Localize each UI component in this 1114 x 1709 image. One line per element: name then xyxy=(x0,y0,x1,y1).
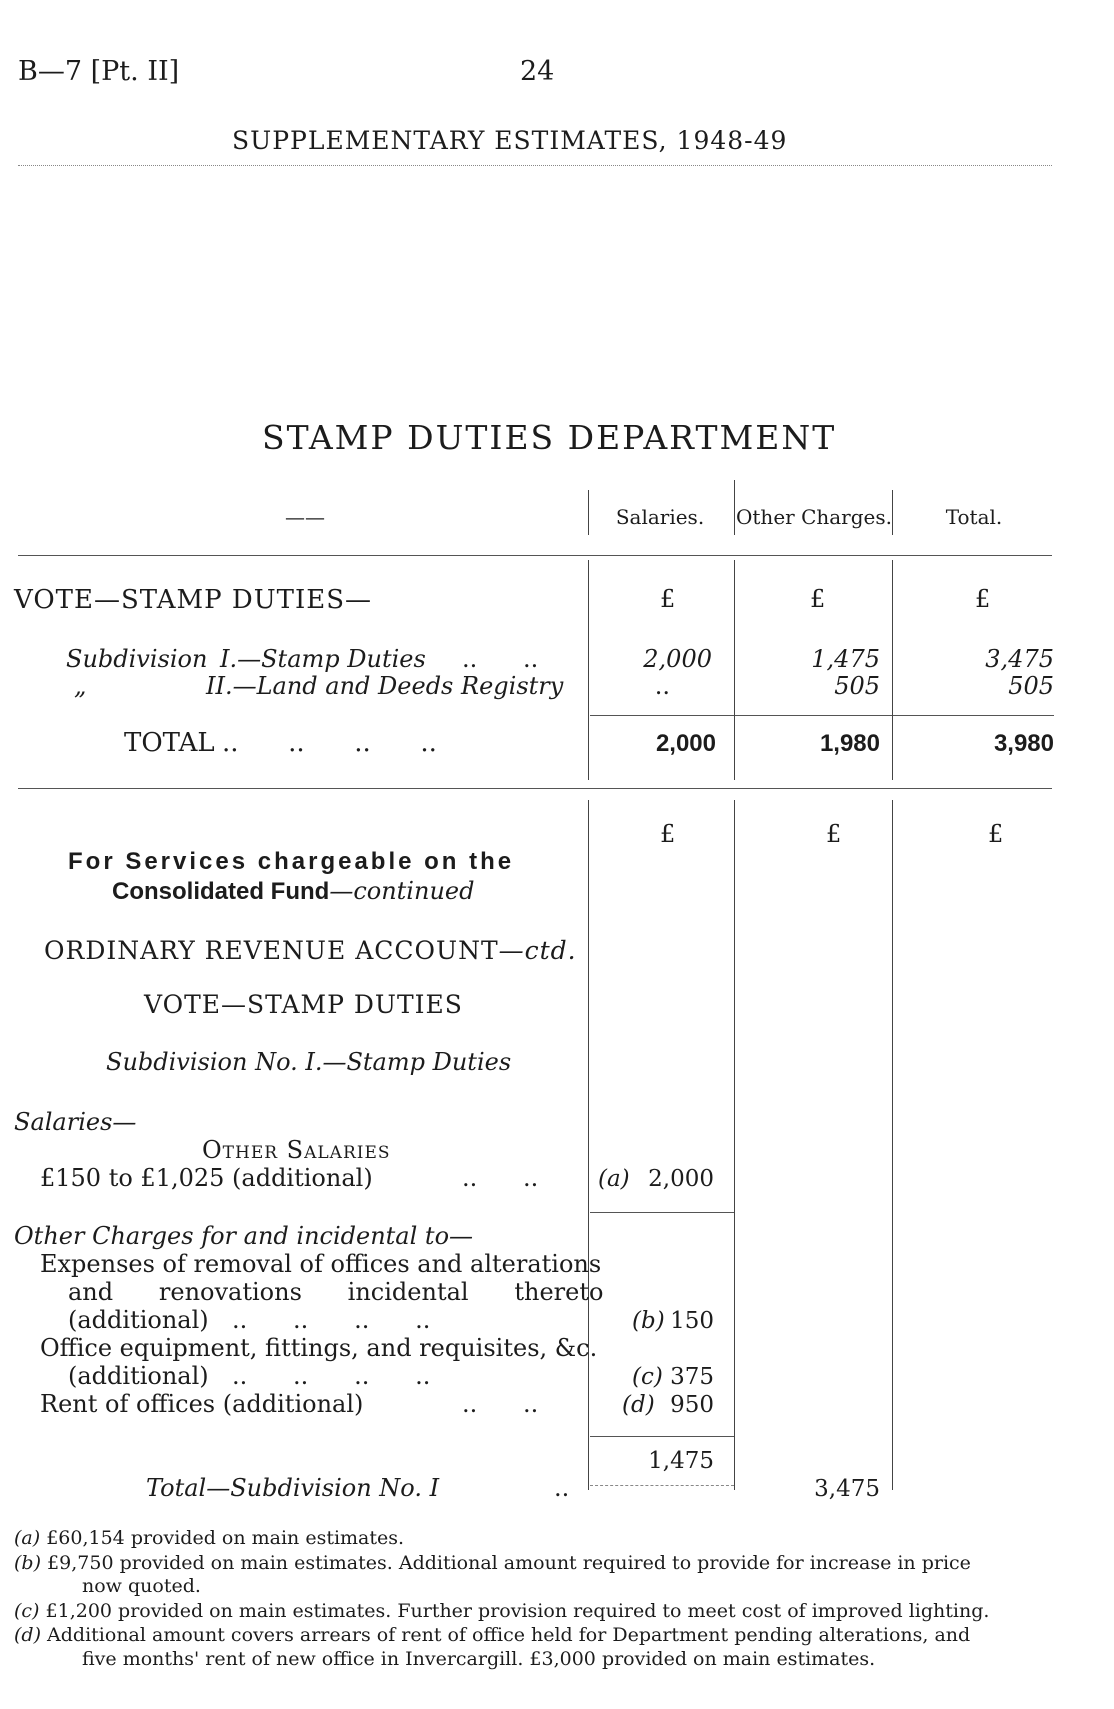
row-label: II.—Land and Deeds Registry xyxy=(206,672,564,700)
department-title: STAMP DUTIES DEPARTMENT xyxy=(262,418,837,457)
col-divider xyxy=(892,490,893,535)
total-label: TOTAL xyxy=(124,728,215,758)
footnote-mark: (b) xyxy=(14,1552,41,1574)
row-label: I.—Stamp Duties xyxy=(220,645,426,673)
footnote xyxy=(14,1624,970,1646)
charge-item-line: Rent of offices (additional) xyxy=(40,1390,364,1418)
col-header-total: Total. xyxy=(945,505,1003,529)
col-divider xyxy=(892,560,893,780)
footnote xyxy=(14,1527,404,1549)
vote-heading: VOTE—STAMP DUTIES— xyxy=(14,585,373,615)
services-heading: For Services chargeable on the xyxy=(68,848,515,875)
account-suffix: —ctd. xyxy=(498,936,577,965)
total-rule xyxy=(590,715,1054,716)
col-divider xyxy=(588,490,589,535)
col-divider xyxy=(734,560,735,780)
charge-item-line: and renovations incidental thereto xyxy=(68,1278,604,1306)
consolidated-fund: Consolidated Fund xyxy=(112,878,330,905)
charge-item-line: (additional) xyxy=(68,1362,209,1390)
detail-currency-other: £ xyxy=(826,820,842,848)
row-label-prefix: „ xyxy=(74,672,87,700)
currency-other: £ xyxy=(810,585,826,613)
charge-note: (c) xyxy=(632,1364,663,1390)
charge-note: (b) xyxy=(632,1308,665,1334)
col-divider xyxy=(734,480,735,535)
total-total: 3,980 xyxy=(993,730,1054,757)
subdivision-total-leaders: .. xyxy=(554,1474,570,1502)
charge-item-line: (additional) xyxy=(68,1306,209,1334)
cell-other: 1,475 xyxy=(811,645,880,673)
total-leaders: .. .. .. .. xyxy=(222,728,437,758)
continued-label: —continued xyxy=(329,877,475,905)
footnote-text: £1,200 provided on main estimates. Further provision required to meet cost of improved lighting. xyxy=(45,1600,990,1622)
charge-amount: 950 xyxy=(670,1392,714,1418)
footnote-continuation: five months' rent of new office in Invercargill. £3,000 provided on main estimates. xyxy=(82,1648,876,1670)
footnote-mark: (c) xyxy=(14,1600,40,1622)
footnote-mark: (a) xyxy=(14,1527,41,1549)
col-divider xyxy=(588,800,589,1490)
footnote xyxy=(14,1600,989,1622)
detail-currency-salaries: £ xyxy=(660,820,676,848)
salary-leaders: .. .. xyxy=(462,1164,539,1192)
charge-leaders: .. .. .. .. xyxy=(232,1306,431,1334)
col-divider xyxy=(734,800,735,1490)
running-title: SUPPLEMENTARY ESTIMATES, 1948-49 xyxy=(232,126,788,155)
col-header-description: —— xyxy=(285,505,325,529)
cell-other: 505 xyxy=(834,672,880,700)
subdivision-total-label: Total—Subdivision No. I xyxy=(146,1474,440,1502)
subdivision-total: 3,475 xyxy=(814,1476,880,1502)
footnote-continuation: now quoted. xyxy=(82,1575,201,1597)
salary-note: (a) xyxy=(598,1166,630,1192)
vote-title: VOTE—STAMP DUTIES xyxy=(144,990,463,1019)
salary-item: £150 to £1,025 (additional) xyxy=(40,1164,373,1192)
col-header-salaries: Salaries. xyxy=(615,505,705,529)
header-rule xyxy=(18,165,1052,166)
subdivision-title: Subdivision No. I.—Stamp Duties xyxy=(106,1048,512,1076)
charge-item-line: Office equipment, fittings, and requisites, &c. xyxy=(40,1334,598,1362)
services-subheading xyxy=(112,877,474,906)
account-name: ORDINARY REVENUE ACCOUNT xyxy=(44,936,499,965)
charge-note: (d) xyxy=(622,1392,655,1418)
page-number: 24 xyxy=(520,56,555,87)
cell-total: 3,475 xyxy=(985,645,1054,673)
detail-currency-total: £ xyxy=(988,820,1004,848)
charge-item-line: Expenses of removal of offices and alterations xyxy=(40,1250,602,1278)
currency-total: £ xyxy=(975,585,991,613)
col-divider xyxy=(588,560,589,780)
total-salaries: 2,000 xyxy=(655,730,716,757)
charge-amount: 375 xyxy=(670,1364,714,1390)
currency-salaries: £ xyxy=(660,585,676,613)
footnote-text: £9,750 provided on main estimates. Additional amount required to provide for increase in price xyxy=(47,1552,971,1574)
col-divider xyxy=(892,800,893,1490)
cell-total: 505 xyxy=(1008,672,1054,700)
header-bottom-rule xyxy=(18,555,1052,556)
footnote-text: £60,154 provided on main estimates. xyxy=(46,1527,405,1549)
summary-bottom-rule xyxy=(18,788,1052,789)
footnote-mark: (d) xyxy=(14,1624,41,1646)
other-salaries-heading: Other Salaries xyxy=(202,1136,391,1164)
row-label-prefix: Subdivision xyxy=(66,645,208,673)
salaries-heading: Salaries— xyxy=(14,1108,137,1136)
cell-salaries: 2,000 xyxy=(643,645,712,673)
charge-leaders: .. .. .. .. xyxy=(232,1362,431,1390)
charges-subtotal-rule xyxy=(590,1436,734,1437)
footnote-text: Additional amount covers arrears of rent of office held for Department pending alterations, and xyxy=(47,1624,971,1646)
charge-leaders: .. .. xyxy=(462,1390,539,1418)
total-other: 1,980 xyxy=(819,730,880,757)
account-heading xyxy=(44,936,577,965)
charges-total-rule xyxy=(590,1485,734,1486)
footnote xyxy=(14,1552,971,1574)
row-leaders: .. .. xyxy=(462,645,539,673)
charge-amount: 150 xyxy=(670,1308,714,1334)
cell-salaries: .. xyxy=(654,672,670,700)
other-charges-heading: Other Charges for and incidental to— xyxy=(14,1222,474,1250)
other-charges-total: 1,475 xyxy=(648,1448,714,1474)
salaries-rule xyxy=(590,1212,734,1213)
page-ref: B—7 [Pt. II] xyxy=(18,56,180,87)
salary-amount: 2,000 xyxy=(648,1166,714,1192)
col-header-other-charges: Other Charges. xyxy=(736,505,892,529)
